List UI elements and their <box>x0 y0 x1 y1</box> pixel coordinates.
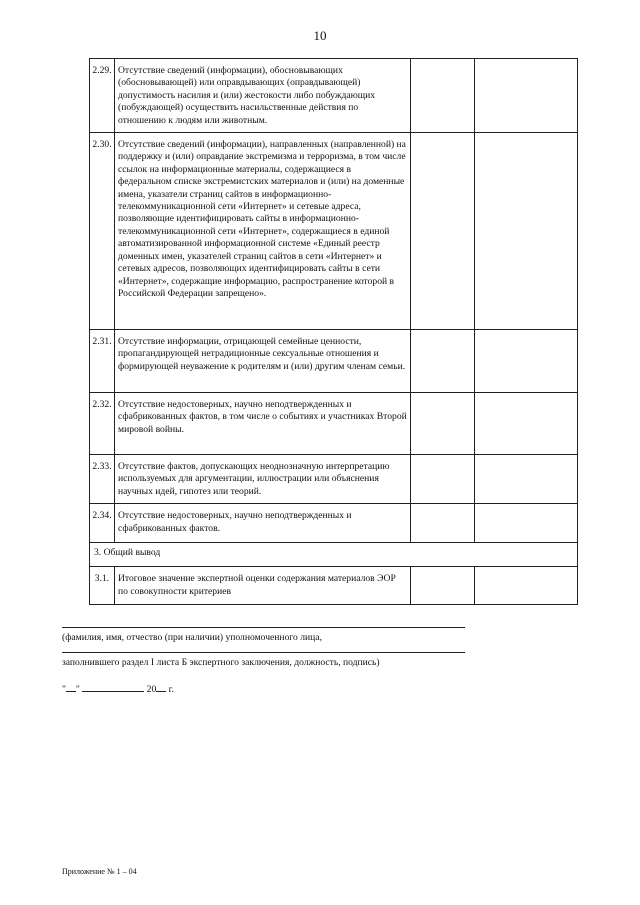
criterion-text: Отсутствие фактов, допускающих неоднозначную интерпретацию используемых для аргументации, иллюстрации или объяснения научных идей, гипотез или теорий. <box>115 455 411 504</box>
score-cell[interactable] <box>411 455 475 504</box>
comment-cell[interactable] <box>475 567 578 605</box>
table-row <box>90 455 578 504</box>
section-title: 3. Общий вывод <box>90 543 578 567</box>
comment-cell[interactable] <box>475 393 578 455</box>
criterion-text: Отсутствие недостоверных, научно неподтвержденных и сфабрикованных фактов. <box>115 504 411 543</box>
score-cell[interactable] <box>411 567 475 605</box>
table-row <box>90 133 578 330</box>
criterion-text: Отсутствие недостоверных, научно неподтвержденных и сфабрикованных фактов, в том числе о событиях и участниках Второй мировой войны. <box>115 393 411 455</box>
score-cell[interactable] <box>411 330 475 393</box>
date-open-quote: " <box>62 684 66 695</box>
criterion-text: Отсутствие информации, отрицающей семейные ценности, пропагандирующей нетрадиционные сексуальные отношения и формирующей неуважение к родителям и (или) другим членам семьи. <box>115 330 411 393</box>
row-number: 2.34. <box>90 504 115 543</box>
table-row <box>90 504 578 543</box>
table-row <box>90 330 578 393</box>
year-prefix: 20 <box>146 684 157 695</box>
signature-line[interactable] <box>62 652 465 653</box>
score-cell[interactable] <box>411 59 475 133</box>
comment-cell[interactable] <box>475 133 578 330</box>
month-blank[interactable] <box>82 682 144 692</box>
page-number: 10 <box>313 28 327 43</box>
date-close-quote: " <box>75 684 80 695</box>
comment-cell[interactable] <box>475 455 578 504</box>
comment-cell[interactable] <box>475 59 578 133</box>
score-cell[interactable] <box>411 393 475 455</box>
row-number: 2.33. <box>90 455 115 504</box>
signature-caption: (фамилия, имя, отчество (при наличии) уполномоченного лица, <box>62 632 322 643</box>
score-cell[interactable] <box>411 504 475 543</box>
signature-caption: заполнившего раздел I листа Б экспертного заключения, должность, подпись) <box>62 657 380 668</box>
year-blank[interactable] <box>156 682 166 692</box>
row-number: 2.31. <box>90 330 115 393</box>
comment-cell[interactable] <box>475 504 578 543</box>
row-number: 2.30. <box>90 133 115 330</box>
comment-cell[interactable] <box>475 330 578 393</box>
score-cell[interactable] <box>411 133 475 330</box>
date-field <box>62 682 174 695</box>
year-suffix: г. <box>168 684 174 695</box>
day-blank[interactable] <box>66 682 76 692</box>
footer-note: Приложение № 1 – 04 <box>62 867 137 876</box>
criteria-table <box>89 58 578 605</box>
signature-line[interactable] <box>62 627 465 628</box>
row-number: 2.32. <box>90 393 115 455</box>
row-number: 3.1. <box>90 567 115 605</box>
table-row <box>90 393 578 455</box>
section-row <box>90 543 578 567</box>
table-row <box>90 59 578 133</box>
criterion-text: Отсутствие сведений (информации), обосновывающих (обосновывающей) или оправдывающих (оправдывающей) допустимость насилия и (или) жестокости либо побуждающих (побуждающей) осуществить насильственные действия по отношению к людям или животным. <box>115 59 411 133</box>
row-number: 2.29. <box>90 59 115 133</box>
table-row <box>90 567 578 605</box>
criterion-text: Отсутствие сведений (информации), направленных (направленной) на поддержку и (или) оправдание экстремизма и терроризма, в том числе ссылок на информационные материалы, содержащиеся в федеральном списке экстремистских материалов и (или) на доменные имена, указатели страниц сайтов в информационно-телекоммуникационной сети «Интернет» и сетевые адреса, позволяющие идентифицировать сайты в информационно-телекоммуникационной сети «Интернет», содержащиеся в единой автоматизированной информационной системе «Единый реестр доменных имен, указателей страниц сайтов в сети «Интернет» и сетевых адресов, позволяющих идентифицировать сайты в сети «Интернет», содержащие информацию, распространение которой в Российской Федерации запрещено». <box>115 133 411 330</box>
criterion-text: Итоговое значение экспертной оценки содержания материалов ЭОР по совокупности критериев <box>115 567 411 605</box>
